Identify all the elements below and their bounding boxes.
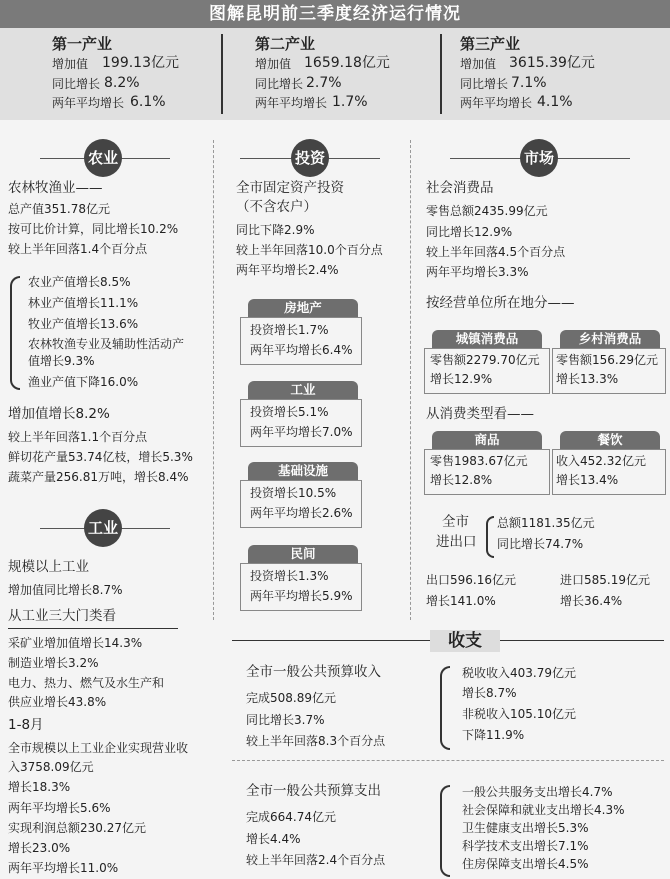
income-line: 完成508.89亿元	[246, 691, 336, 705]
income-title: 全市一般公共预算收入	[246, 664, 381, 680]
invest-line: 较上半年回落10.0个百分点	[236, 243, 383, 257]
value: 6.1%	[130, 94, 166, 110]
value: 2.7%	[306, 75, 342, 91]
invest-line: 两年平均增长2.4%	[236, 263, 339, 277]
agri-sub: 值增长9.3%	[28, 354, 95, 368]
agri-va-line: 鲜切花产量53.74亿枝，增长5.3%	[8, 450, 193, 464]
expense-detail: 社会保障和就业支出增长4.3%	[462, 803, 625, 817]
agri-sub: 农业产值增长8.5%	[28, 275, 131, 289]
industry-line: 电力、热力、燃气及水生产和	[8, 676, 165, 690]
agri-sub: 农林牧渔专业及辅助性活动产	[28, 337, 185, 351]
card-title: 餐饮	[560, 431, 660, 449]
label: 增加值	[255, 57, 292, 71]
market-badge: 市场	[520, 139, 558, 177]
card-line: 增长13.3%	[556, 372, 619, 386]
label: 两年平均增长	[460, 96, 533, 110]
card-line: 零售额156.29亿元	[556, 353, 658, 367]
expense-detail: 卫生健康支出增长5.3%	[462, 821, 589, 835]
trade-label-2: 进出口	[436, 534, 477, 550]
income-line: 较上半年回落8.3个百分点	[246, 734, 386, 748]
market-by-region: 按经营单位所在地分——	[426, 295, 575, 311]
tertiary-title: 第三产业	[460, 35, 521, 53]
primary-title: 第一产业	[52, 35, 113, 53]
value: 8.2%	[104, 75, 140, 91]
brace	[10, 276, 20, 390]
agri-sub: 林业产值增长11.1%	[28, 296, 139, 310]
expense-detail: 科学技术支出增长7.1%	[462, 839, 589, 853]
card-line: 两年平均增长2.6%	[250, 506, 353, 520]
divider	[221, 34, 223, 114]
brace	[486, 516, 494, 558]
column-divider	[213, 140, 214, 620]
card-title: 房地产	[248, 299, 358, 317]
trade-growth: 同比增长74.7%	[497, 537, 584, 551]
card-line: 收入452.32亿元	[556, 454, 646, 468]
agri-line: 按可比价计算，同比增长10.2%	[8, 222, 179, 236]
label: 增加值	[52, 57, 89, 71]
industry-badge: 工业	[84, 509, 122, 547]
card-line: 两年平均增长5.9%	[250, 589, 353, 603]
card-line: 投资增长1.7%	[250, 323, 329, 337]
card-title: 商品	[432, 431, 542, 449]
card-line: 两年平均增长7.0%	[250, 425, 353, 439]
card-title: 民间	[248, 545, 358, 563]
label: 增加值	[460, 57, 497, 71]
label: 两年平均增长	[52, 96, 125, 110]
income-detail: 非税收入105.10亿元	[462, 707, 576, 721]
industry-line: 增长23.0%	[8, 841, 71, 855]
import-value: 进口585.19亿元	[560, 573, 650, 587]
page-title: 图解昆明前三季度经济运行情况	[209, 4, 461, 24]
market-by-type: 从消费类型看——	[426, 406, 534, 422]
income-detail: 下降11.9%	[462, 728, 525, 742]
industry-subtitle: 从工业三大门类看	[8, 608, 116, 624]
card-line: 两年平均增长6.4%	[250, 343, 353, 357]
industry-title: 规模以上工业	[8, 559, 89, 575]
card-line: 增长12.8%	[430, 473, 493, 487]
expense-line: 增长4.4%	[246, 832, 301, 846]
invest-subtitle: （不含农户）	[236, 199, 317, 215]
agri-line: 较上半年回落1.4个百分点	[8, 242, 148, 256]
industry-line: 实现利润总额230.27亿元	[8, 821, 146, 835]
industry-line: 供应业增长43.8%	[8, 695, 107, 709]
card-line: 增长12.9%	[430, 372, 493, 386]
card-title: 乡村消费品	[560, 330, 660, 348]
agri-va-line: 蔬菜产量256.81万吨，增长8.4%	[8, 470, 189, 484]
card-line: 零售额2279.70亿元	[430, 353, 540, 367]
trade-total: 总额1181.35亿元	[497, 516, 595, 530]
industry-line: 采矿业增加值增长14.3%	[8, 636, 143, 650]
underline	[8, 628, 178, 629]
value: 4.1%	[537, 94, 573, 110]
label: 同比增长	[255, 77, 304, 91]
export-growth: 增长141.0%	[426, 594, 496, 608]
label: 两年平均增长	[255, 96, 328, 110]
export-value: 出口596.16亿元	[426, 573, 516, 587]
industry-period: 1-8月	[8, 717, 44, 733]
card-title: 基础设施	[248, 462, 358, 480]
industry-line: 制造业增长3.2%	[8, 656, 99, 670]
card-title: 工业	[248, 381, 358, 399]
invest-title: 全市固定资产投资	[236, 180, 344, 196]
fiscal-divider	[232, 760, 664, 761]
market-line: 两年平均增长3.3%	[426, 265, 529, 279]
market-line: 较上半年回落4.5个百分点	[426, 245, 566, 259]
trade-label-1: 全市	[442, 514, 469, 530]
agri-va-title: 增加值增长8.2%	[8, 406, 110, 422]
agri-badge: 农业	[84, 139, 122, 177]
brace	[440, 666, 450, 750]
income-line: 同比增长3.7%	[246, 713, 325, 727]
value: 3615.39亿元	[509, 55, 595, 71]
label: 同比增长	[460, 77, 509, 91]
card-line: 投资增长5.1%	[250, 405, 329, 419]
value: 199.13亿元	[102, 55, 179, 71]
card-line: 投资增长10.5%	[250, 486, 337, 500]
divider	[440, 34, 442, 114]
income-detail: 增长8.7%	[462, 686, 517, 700]
market-line: 零售总额2435.99亿元	[426, 204, 548, 218]
industry-line: 入3758.09亿元	[8, 760, 94, 774]
agri-sub: 渔业产值下降16.0%	[28, 375, 139, 389]
card-line: 增长13.4%	[556, 473, 619, 487]
label: 同比增长	[52, 77, 101, 91]
market-line: 同比增长12.9%	[426, 225, 513, 239]
value: 1.7%	[332, 94, 368, 110]
industry-line: 增长18.3%	[8, 780, 71, 794]
agri-line: 总产值351.78亿元	[8, 202, 110, 216]
market-title: 社会消费品	[426, 180, 494, 196]
agri-va-line: 较上半年回落1.1个百分点	[8, 430, 148, 444]
agri-sub: 牧业产值增长13.6%	[28, 317, 139, 331]
expense-detail: 一般公共服务支出增长4.7%	[462, 785, 613, 799]
secondary-title: 第二产业	[255, 35, 316, 53]
card-line: 投资增长1.3%	[250, 569, 329, 583]
brace	[440, 785, 450, 877]
expense-line: 较上半年回落2.4个百分点	[246, 853, 386, 867]
invest-badge: 投资	[291, 139, 329, 177]
industry-line: 两年平均增长11.0%	[8, 861, 119, 875]
expense-line: 完成664.74亿元	[246, 810, 336, 824]
industry-line: 增加值同比增长8.7%	[8, 583, 123, 597]
fiscal-badge: 收支	[430, 630, 500, 652]
industry-line: 全市规模以上工业企业实现营业收	[8, 741, 189, 755]
card-line: 零售1983.67亿元	[430, 454, 528, 468]
value: 1659.18亿元	[304, 55, 390, 71]
expense-detail: 住房保障支出增长4.5%	[462, 857, 589, 871]
expense-title: 全市一般公共预算支出	[246, 783, 381, 799]
card-title: 城镇消费品	[432, 330, 542, 348]
value: 7.1%	[511, 75, 547, 91]
import-growth: 增长36.4%	[560, 594, 623, 608]
column-divider	[410, 140, 411, 620]
agri-title: 农林牧渔业——	[8, 180, 103, 196]
income-detail: 税收收入403.79亿元	[462, 666, 576, 680]
invest-line: 同比下降2.9%	[236, 223, 315, 237]
industry-line: 两年平均增长5.6%	[8, 801, 111, 815]
